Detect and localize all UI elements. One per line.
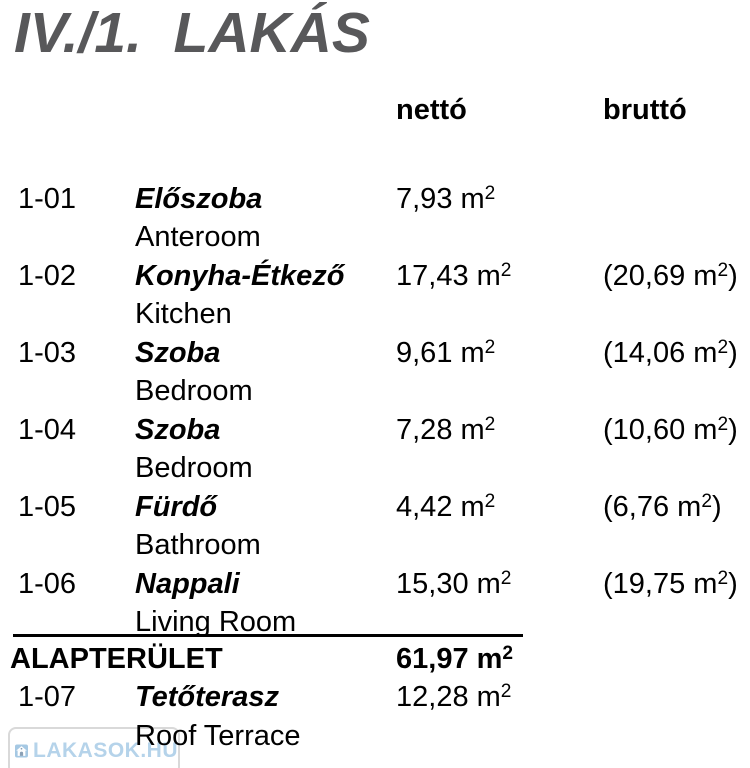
table-row-translation (10, 218, 750, 257)
column-header-brutto: bruttó (603, 94, 687, 126)
room-name-en: Living Room (135, 606, 297, 638)
room-netto: 7,28 $m^2$ (396, 413, 496, 446)
table-header-row (10, 91, 750, 130)
column-header-netto: nettó (396, 94, 467, 126)
room-table (0, 91, 750, 755)
room-name-hu: Nappali (135, 567, 240, 600)
room-name-hu: Előszoba (135, 182, 263, 215)
page-title: IV./1. LAKÁS (14, 1, 370, 65)
table-row-translation (10, 372, 750, 411)
room-netto: 7,93 $m^2$ (396, 182, 496, 215)
room-brutto: (19,75 $m^2$) (603, 567, 738, 600)
room-name-en: Bedroom (135, 452, 253, 484)
table-row (10, 565, 750, 604)
room-netto: 12,28 $m^2$ (396, 681, 512, 713)
room-code: 1-03 (18, 336, 77, 369)
table-row (10, 257, 750, 296)
table-row-translation (10, 526, 750, 565)
room-code: 1-04 (18, 413, 77, 446)
room-netto: 15,30 $m^2$ (396, 567, 512, 600)
room-brutto: (20,69 $m^2$) (603, 259, 738, 292)
total-label: ALAPTERÜLET (10, 642, 223, 675)
room-brutto: (14,06 $m^2$) (603, 336, 738, 369)
total-row (10, 640, 750, 679)
room-brutto: (6,76 $m^2$) (603, 490, 722, 523)
room-netto: 4,42 $m^2$ (396, 490, 496, 523)
room-name-en: Bedroom (135, 375, 253, 407)
room-name-hu: Fürdő (135, 490, 218, 523)
room-name-hu: Tetőterasz (135, 681, 279, 713)
room-name-en: Kitchen (135, 298, 232, 330)
table-row-translation (10, 449, 750, 488)
room-code: 1-07 (18, 681, 77, 713)
table-row (10, 678, 750, 717)
table-row (10, 411, 750, 450)
room-name-en: Bathroom (135, 529, 261, 561)
watermark-text: LAKASOK.HU (33, 739, 178, 762)
table-row (10, 180, 750, 219)
room-name-hu: Szoba (135, 413, 221, 446)
room-name-en: Roof Terrace (135, 719, 301, 752)
table-row-translation (10, 603, 750, 642)
room-name-hu: Konyha-Étkező (135, 259, 345, 292)
room-name-hu: Szoba (135, 336, 221, 369)
room-netto: 17,43 $m^2$ (396, 259, 512, 292)
room-code: 1-01 (18, 182, 77, 215)
room-brutto (603, 678, 750, 717)
room-code: 1-05 (18, 490, 77, 523)
room-code: 1-06 (18, 567, 77, 600)
room-name-en: Anteroom (135, 221, 261, 253)
room-brutto: (10,60 $m^2$) (603, 413, 738, 446)
table-row (10, 334, 750, 373)
table-row-translation (10, 295, 750, 334)
room-brutto (603, 180, 750, 219)
table-row (10, 488, 750, 527)
room-code: 1-02 (18, 259, 77, 292)
table-row-translation (10, 717, 750, 756)
room-netto: 9,61 $m^2$ (396, 336, 496, 369)
total-netto: 61,97 $m^2$ (396, 642, 514, 675)
